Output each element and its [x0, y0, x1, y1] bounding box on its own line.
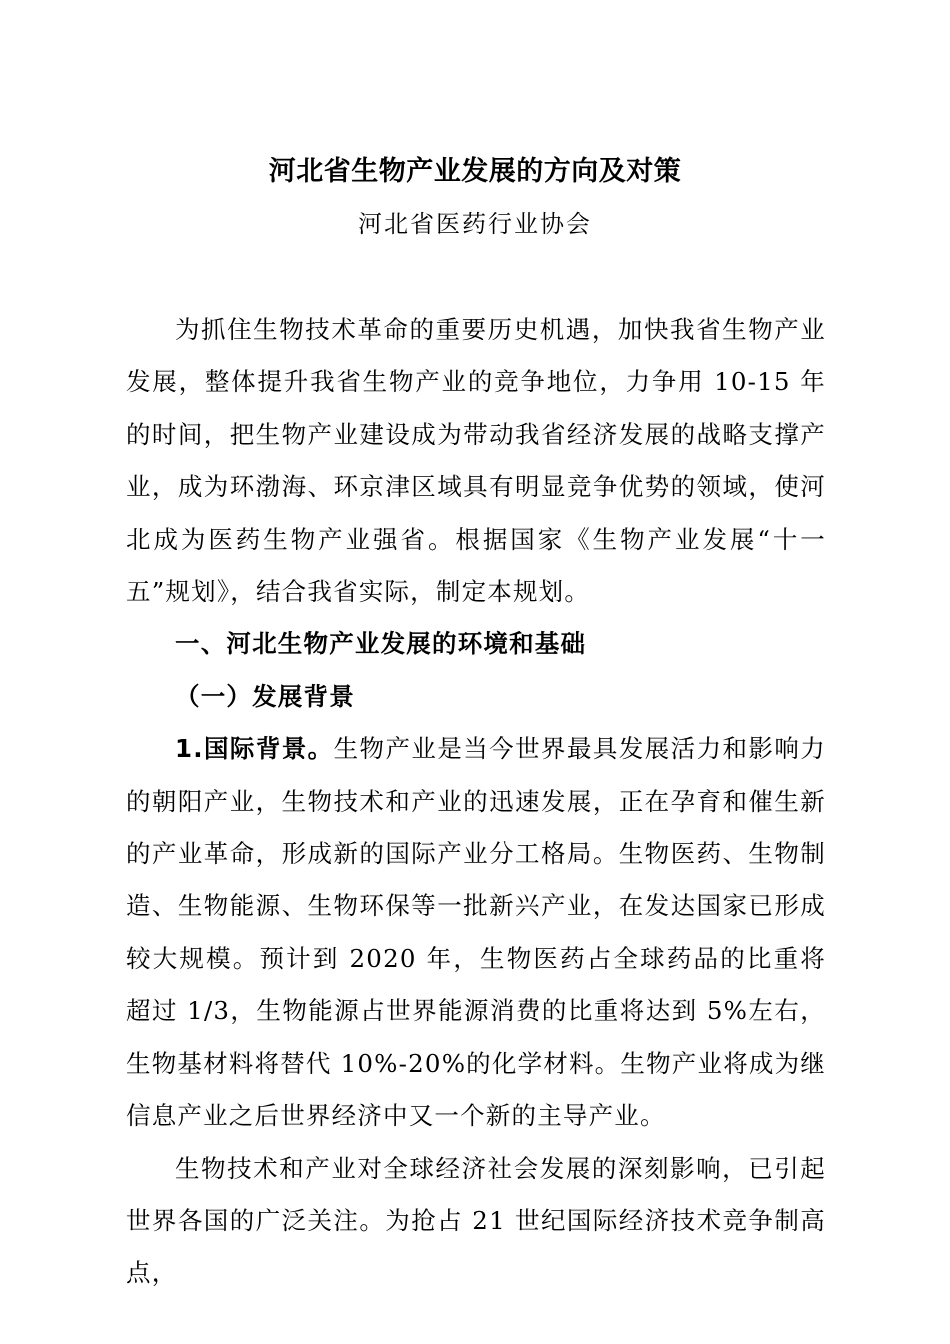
document-body [126, 304, 826, 1300]
intro-paragraph: 为抓住生物技术革命的重要历史机遇，加快我省生物产业发展，整体提升我省生物产业的竞争地位，力争用 10-15 年的时间，把生物产业建设成为带动我省经济发展的战略支撑产业，成为环渤海、环京津区域具有明显竞争优势的领域，使河北成为医药生物产业强省。根据国家《生物产业发展“十一五”规划》，结合我省实际，制定本规划。 [126, 315, 826, 607]
section-heading: 一、河北生物产业发展的环境和基础 [175, 629, 587, 659]
intl-background-text: 生物产业是当今世界最具发展活力和影响力的朝阳产业，生物技术和产业的迅速发展，正在孕育和催生新的产业革命，形成新的国际产业分工格局。生物医药、生物制造、生物能源、生物环保等一批新兴产业，在发达国家已形成较大规模。预计到 2020 年，生物医药占全球药品的比重将超过 1/3，生物能源占世界能源消费的比重将达到 5%左右，生物基材料将替代 10%-20%的化学材料。生物产业将成为继信息产业之后世界经济中又一个新的主导产业。 [126, 734, 826, 1131]
subsection-heading: （一）发展背景 [175, 681, 355, 711]
document-title: 河北省生物产业发展的方向及对策 [268, 156, 682, 187]
paragraph-3: 生物技术和产业对全球经济社会发展的深刻影响，已引起世界各国的广泛关注。为抢占 21 世纪国际经济技术竞争制高点， [126, 1153, 826, 1288]
intl-background-label: 1.国际背景。 [175, 734, 334, 764]
document-subtitle: 河北省医药行业协会 [358, 210, 592, 238]
intl-background-paragraph [126, 723, 826, 1142]
